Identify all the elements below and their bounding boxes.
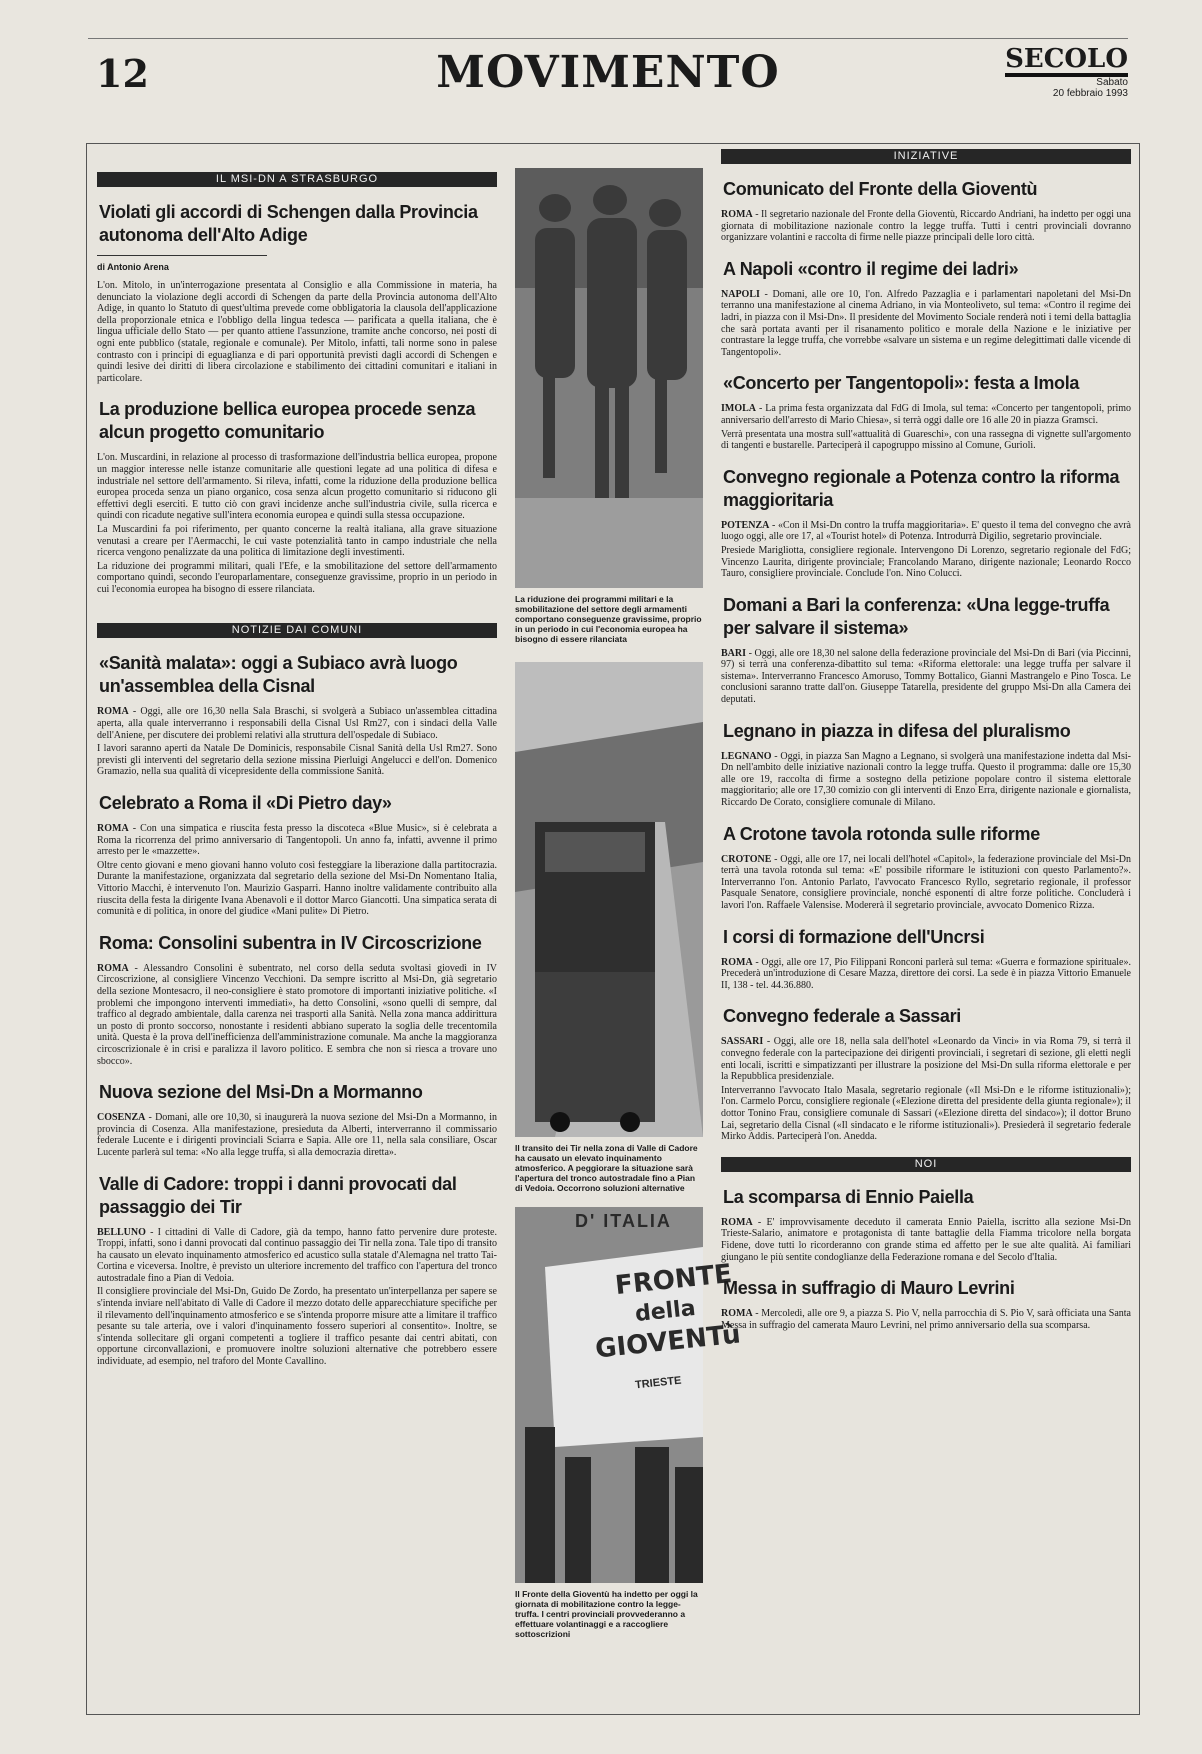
article-body: I lavori saranno aperti da Natale De Dominicis, responsabile Cisnal Sanità della Usl Rm27. Sono previsti gli interventi del segretario della sezione missina Pierluigi Angelucci e dell'on. Domenico Gramazio, nella sua qualità di vicepresidente della commissione Sanità.: [97, 743, 497, 778]
soldiers-image-icon: [515, 168, 703, 588]
banner-text: GIOVENTù: [593, 1319, 743, 1365]
section-title: MOVIMENTO: [436, 47, 780, 98]
dateline: ROMA: [97, 962, 129, 974]
article-title: Roma: Consolini subentra in IV Circoscrizione: [99, 932, 482, 953]
article-title: Legnano in piazza in difesa del pluralismo: [723, 720, 1071, 741]
rubric-iniziative: INIZIATIVE: [721, 149, 1131, 164]
article-title: Violati gli accordi di Schengen dalla Provincia autonoma dell'Alto Adige: [99, 202, 478, 245]
truck-image-icon: [515, 662, 703, 1137]
article-body: BELLUNO - I cittadini di Valle di Cadore, già da tempo, hanno fatto pervenire dure proteste. Troppi, infatti, sono i danni provocati dal continuo passaggio dei Tir nella zona. Tale tipo di transito ha causato un elevato inquinamento atmosferico ed acustico sulla statale d'Alemagna nel tratto Tai-Cortina e viceversa. Inoltre, è previsto un ulteriore incremento del traffico con l'apertura del tronco autostradale fino a Pian di Vedoia.: [97, 1226, 497, 1284]
dateline: ROMA: [97, 706, 129, 718]
article-body: BARI - Oggi, alle ore 18,30 nel salone della federazione provinciale del Msi-Dn di Bari (via Piccinni, 97) si terrà una conferenza-dibattito sul tema: «Riforma elettorale: una legge truffa per salvare il sistema». Interverranno Francesco Amoruso, Tommy Bottalico, Gianni Mastrangelo e Pino Tosca. Le conclusioni saranno tratte dall'on. Giuseppe Tatarella, presidente del gruppo Msi-Dn alla Camera dei deputati.: [721, 647, 1131, 706]
article-body: LEGNANO - Oggi, in piazza San Magno a Legnano, si svolgerà una manifestazione indetta dal Msi-Dn nell'ambito delle iniziative nazionali contro la legge truffa. Questo il programma: dalle ore 15,30 alle ore 19, raccolta di firme a sostegno della petizione popolare contro il sistema elettorale maggioritario; alle ore 17,30 comizio con gli interventi di Enzo Erra, dirigente nazionale e giornalista, Riccardo De Corato, consigliere comunale di Milano.: [721, 750, 1131, 809]
article-title: Nuova sezione del Msi-Dn a Mormanno: [99, 1082, 423, 1103]
article-body: La Muscardini fa poi riferimento, per quanto concerne la realtà italiana, alla grave situazione venutasi a creare per l'Aermacchi, le cui vaste potenzialità tanto in campo industriale che nella ricerca vengono penalizzate da una politica di limitazione degli investimenti.: [97, 523, 497, 559]
article-title: Domani a Bari la conferenza: «Una legge-truffa per salvare il sistema»: [723, 594, 1110, 638]
banner-text: FRONTE: [613, 1258, 734, 1302]
article-title: Valle di Cadore: troppi i danni provocati dal passaggio dei Tir: [99, 1173, 457, 1217]
article-body: L'on. Muscardini, in relazione al processo di trasformazione dell'industria bellica europea, propone un maggior interesse nelle istanze comunitarie alle questioni legate ad una politica di difesa e industriale nel settore dell'armamento. Si rileva, infatti, come la riduzione della produzione bellica europea proceda senza un piano organico, cosa senza alcun progetto comunitario si riducono gli effettivi degli eserciti. E tutto ciò con gravi incidenze anche sull'industria civile, sulla ricerca e quindi con ricadute negative sull'intera economia europea e quindi sulla stessa occupazione.: [97, 452, 497, 522]
article-body: ROMA - Alessandro Consolini è subentrato, nel corso della seduta svoltasi giovedì in IV Circoscrizione, al consigliere Vincenzo Vecchioni. Da sempre iscritto al Msi-Dn, già segretario della sezione Montesacro, il neo-consigliere è stato promotore di importanti iniziative politiche. «I problemi che impongono interventi immediati», ha detto Consolini, «sono quelli di sempre, dal traffico al degrado ambientale, dalla carenza nei trasporti alla Sanità. Nella zona manca addirittura un posto di pronto soccorso, nonostante i residenti abbiano superato la soglia delle trecentomila unità. Questa è la prova dell'inefficienza dell'amministrazione comunale. Ma anche la maggioranza circoscrizionale è in crisi e paralizza il lavoro politico. E sembra che non si riesca a trovare uno sbocco».: [97, 962, 497, 1067]
dateline: ROMA: [721, 956, 753, 968]
right-column: [721, 144, 1131, 1333]
masthead-name: SECOLO: [1005, 45, 1128, 77]
page-number: 12: [96, 51, 149, 96]
divider: [97, 255, 267, 256]
dateline: ROMA: [721, 209, 753, 220]
dateline: CROTONE: [721, 853, 772, 865]
article-title: La produzione bellica europea procede senza alcun progetto comunitario: [99, 399, 476, 443]
masthead: [1005, 45, 1128, 99]
dateline: POTENZA: [721, 519, 770, 531]
article-title: Celebrato a Roma il «Di Pietro day»: [99, 793, 392, 814]
photo-highway: [515, 662, 703, 1137]
article-title: Convegno regionale a Potenza contro la riforma maggioritaria: [723, 466, 1120, 510]
article-title: «Concerto per Tangentopoli»: festa a Imola: [723, 373, 1080, 394]
article-body: COSENZA - Domani, alle ore 10,30, si inaugurerà la nuova sezione del Msi-Dn a Mormanno, in provincia di Cosenza. Alla manifestazione, presieduta da Alberti, interverranno il commissario federale Lucente e i dirigenti provinciali Sciarra e Sapia. Alle ore 11, nella sala consiliare, Oscar Lucente parlerà sul tema: «No alla legge truffa, sì alla democrazia diretta».: [97, 1112, 497, 1158]
article-body: IMOLA - La prima festa organizzata dal FdG di Imola, sul tema: «Concerto per tangentopoli, primo anniversario dell'arresto di Mario Chiesa», si terrà oggi dalle ore 16 alle 20 in piazza Gramsci.: [721, 403, 1131, 426]
article-body: CROTONE - Oggi, alle ore 17, nei locali dell'hotel «Capitol», la federazione provinciale del Msi-Dn terrà una tavola rotonda sul tema: «E' possibile riformare le istituzioni con questo Parlamento?». Interverranno l'on. Antonio Parlato, l'avvocato Francesco Ryllo, segretario regionale, il professor Pasquale Senatore, consigliere provinciale, nonché esponenti di altre forze politiche. Concluderà i lavori l'on. Raffaele Valensise. Modererà il segretario provinciale, avvocato Domenico Rizza.: [721, 853, 1131, 911]
article-title: Messa in suffragio di Mauro Levrini: [723, 1278, 1015, 1299]
byline: di Antonio Arena: [97, 262, 169, 272]
masthead-day: Sabato: [1096, 77, 1128, 88]
article-body: Interverranno l'avvocato Italo Masala, segretario regionale («Il Msi-Dn e le riforme istituzionali»); l'on. Carmelo Porcu, consigliere regionale («Elezione diretta del presidente della giunta regionale»); il dottor Tonino Frau, consigliere comunale di Sassari («Elezione diretta del sindaco»); il dottor Bruno Lai, segretario della Cisnal («Il sindacato e le riforme istituzionali»). Presiederà il segretario federale Mirko Addis. Parteciperà l'on. Anedda.: [721, 1084, 1131, 1143]
banner-text: della: [633, 1295, 697, 1328]
dateline: LEGNANO: [721, 750, 772, 762]
article-body: POTENZA - «Con il Msi-Dn contro la truffa maggioritaria». E' questo il tema del convegno che avrà luogo oggi, alle ore 17, al «Tourist hotel» di Potenza. Introdurrà Digilio, segretario provinciale.: [721, 519, 1131, 543]
article-body: ROMA - E' improvvisamente deceduto il camerata Ennio Paiella, iscritto alla sezione Msi-Dn Trieste-Salario, animatore e protagonista di tante battaglie della Fiamma tricolore nella borgata Fidene, dove tutti lo ricorderanno con grande stima ed affetto per le sue alte qualità. Ai familiari giungano le più sentite condoglianze della Federazione romana e del Secolo d'Italia.: [721, 1216, 1131, 1263]
article-body: ROMA - Oggi, alle ore 17, Pio Filippani Ronconi parlerà sul tema: «Guerra e formazione spirituale». Precederà un'introduzione di Cesare Mazza, direttore dei corsi. La sede è in piazza Vittorio Emanuele II, 138 - tel. 44.36.880.: [721, 956, 1131, 991]
article-title: Comunicato del Fronte della Gioventù: [723, 179, 1038, 199]
banner-top-text: D' ITALIA: [575, 1211, 672, 1231]
banner-text: TRIESTE: [634, 1374, 682, 1392]
dateline: NAPOLI: [721, 288, 760, 300]
rubric-comuni: NOTIZIE DAI COMUNI: [97, 623, 497, 638]
article-body: L'on. Mitolo, in un'interrogazione presentata al Consiglio e alla Commissione in materia, ha denunciato la violazione degli accordi di Schengen da parte della Provincia autonoma dell'Alto Adige, in quanto lo Statuto di quest'ultima prevede come obbligatoria la clausola dell'applicazione della proporzionale etnica e l'obbligo della lingua tedesca — parificata a quella italiana, che è lingua ufficiale dello Stato — per quanto attiene l'assunzione, tramite anche concorso, nei posti di ogni ente pubblico (statale, regionale e comunale). Per Mitolo, infatti, tali norme sono in palese contrasto con i principi di eguaglianza e di pari opportunità previsti dagli accordi di Schengen e quindi lesive dei diritti di libera circolazione e stabilimento dei cittadini comunitari e italiani in particolare.: [97, 280, 497, 384]
article-body: SASSARI - Oggi, alle ore 18, nella sala dell'hotel «Leonardo da Vinci» in via Roma 79, si terrà il convegno federale con la partecipazione dei dirigenti provinciali, i segretari di sezione, gli eletti negli enti locali, iscritti e simpatizzanti per illustrare la posizione del Msi-Dn sulla riforma elettorale e per la Repubblica presidenziale.: [721, 1036, 1131, 1083]
article-body: NAPOLI - Domani, alle ore 10, l'on. Alfredo Pazzaglia e i parlamentari napoletani del Msi-Dn terranno una manifestazione al cinema Adriano, in via Monteoliveto, sul tema: «Contro il regime dei ladri, in piazza con il Msi-Dn». Il presidente del Movimento Sociale renderà noti i temi della battaglia che sarà portata avanti per il risanamento politico e morale della Nazione e le iniziative per contrastare la legge truffa, che vorrebbe «salvare un sistema e un regime delegittimati dalle vicende di Tangentopoli».: [721, 288, 1131, 358]
article-title: I corsi di formazione dell'Uncrsi: [723, 926, 985, 947]
article-body: Il consigliere provinciale del Msi-Dn, Guido De Zordo, ha presentato un'interpellanza per sapere se s'intenda inviare nell'abitato di Valle di Cadore il mezzo dotato delle apparecchiature specifiche per il rilevamento dell'inquinamento atmosferico e se s'intenda proporre misure atte a limitare il traffico pesante su tale arteria, ove i valori d'inquinamento fossero superiori al consentito». Inoltre, se s'intenda sollecitare gli organi competenti a togliere il traffico pesante dai centri abitati, con opportune circonvallazioni, e promuovere inoltre soluzioni alternative che potrebbero essere individuate, ad esempio, nel traforo del Monte Cavallino.: [97, 1286, 497, 1368]
dateline: SASSARI: [721, 1036, 764, 1048]
photo-caption: Il Fronte della Gioventù ha indetto per oggi la giornata di mobilitazione contro la legge-truffa. I centri provinciali provvederanno a effettuare volantinaggi e a raccogliere sottoscrizioni: [515, 1589, 698, 1639]
photo-caption: La riduzione dei programmi militari e la smobilitazione del settore degli armamenti comportano conseguenze gravissime, proprio in un periodo in cui l'economia europea ha bisogno di essere rilanciata: [515, 594, 702, 644]
article-body: Oltre cento giovani e meno giovani hanno voluto così festeggiare la liberazione dalla partitocrazia. Durante la manifestazione, organizzata dal segretario della sezione del Msi-Dn Nomentano Italia, Vittorio Macchi, è intervenuto l'on. Maurizio Gasparri. Hanno inoltre validamente contribuito alla riuscita della festa la dirigente Ivana Abenavoli e il dottor Marco Giancotti. Una simpatica serata di comunità e di politica, in onore del giudice «Mani pulite» Di Pietro.: [97, 859, 497, 918]
dateline: IMOLA: [721, 403, 756, 415]
article-body: ROMA - Oggi, alle ore 16,30 nella Sala Braschi, si svolgerà a Subiaco un'assemblea cittadina aperta, alla quale interverranno i responsabili della Cisnal Usl Rm27, con i sindaci della Valle dell'Aniene, per discutere dei problemi relativi alla struttura dell'ospedale di Subiaco.: [97, 706, 497, 741]
rubric-noi: NOI: [721, 1157, 1131, 1172]
dateline: ROMA: [721, 1308, 753, 1320]
article-title: A Napoli «contro il regime dei ladri»: [723, 258, 1019, 279]
article-title: «Sanità malata»: oggi a Subiaco avrà luogo un'assemblea della Cisnal: [99, 653, 458, 697]
photo-caption: Il transito dei Tir nella zona di Valle di Cadore ha causato un elevato inquinamento atmosferico. A peggiorare la situazione sarà l'apertura del tronco autostradale fino a Pian di Vedoia. Occorrono soluzioni alternative: [515, 1143, 698, 1193]
dateline: BARI: [721, 647, 747, 659]
article-body: ROMA - Con una simpatica e riuscita festa presso la discoteca «Blue Music», si è celebrata a Roma la ricorrenza del primo anniversario di Tangentopoli. Un anno fa, infatti, avvenne il primo arresto per le «mazzette».: [97, 823, 497, 858]
article-title: A Crotone tavola rotonda sulle riforme: [723, 823, 1040, 844]
article-body: La riduzione dei programmi militari, quali l'Efe, e la smobilitazione del settore dell'armamento comportano quindi, secondo l'europarlamentare, conseguenze gravissime, proprio in un periodo in cui l'economia europea ha bisogno di essere rilanciata.: [97, 560, 497, 595]
article-body: ROMA - Il segretario nazionale del Fronte della Gioventù, Riccardo Andriani, ha indetto per oggi una giornata di mobilitazione nazionale contro la legge truffa. Tutti i centri provinciali dovranno organizzare volantini e raccolta di firme nelle piazze principali delle loro città.: [721, 209, 1131, 244]
dateline: BELLUNO: [97, 1226, 146, 1238]
rally-image-icon: [515, 1207, 703, 1583]
rubric-strasburgo: IL MSI-DN A STRASBURGO: [97, 172, 497, 187]
dateline: COSENZA: [97, 1112, 146, 1124]
page-header: [88, 38, 1128, 99]
article-body: Verrà presentata una mostra sull'«attualità di Guareschi», con una rassegna di vignette sull'argomento di tangenti e bustarelle. Parteciperà il capogruppo missino al Comune, Gurioli.: [721, 428, 1131, 452]
dateline: ROMA: [97, 823, 129, 835]
masthead-date: 20 febbraio 1993: [1052, 88, 1128, 99]
article-title: La scomparsa di Ennio Paiella: [723, 1186, 974, 1207]
photo-soldiers: [515, 168, 703, 588]
article-body: Presiede Marigliotta, consigliere regionale. Intervengono Di Lorenzo, segretario regionale del FdG; Vincenzo Laurita, dirigente provinciale; Francolando Marano, dirigente nazionale; Leonardo Rocco Tauro, consigliere provinciale. Conclude l'on. Nino Colucci.: [721, 544, 1131, 580]
page-frame: [86, 143, 1140, 1715]
article-body: ROMA - Mercoledì, alle ore 9, a piazza S. Pio V, nella parrocchia di S. Pio V, sarà officiata una Santa Messa in suffragio del camerata Mauro Levrini, nel primo anniversario della sua scomparsa.: [721, 1308, 1131, 1331]
dateline: ROMA: [721, 1216, 753, 1228]
article-title: Convegno federale a Sassari: [723, 1006, 962, 1027]
left-column: [97, 144, 497, 1370]
